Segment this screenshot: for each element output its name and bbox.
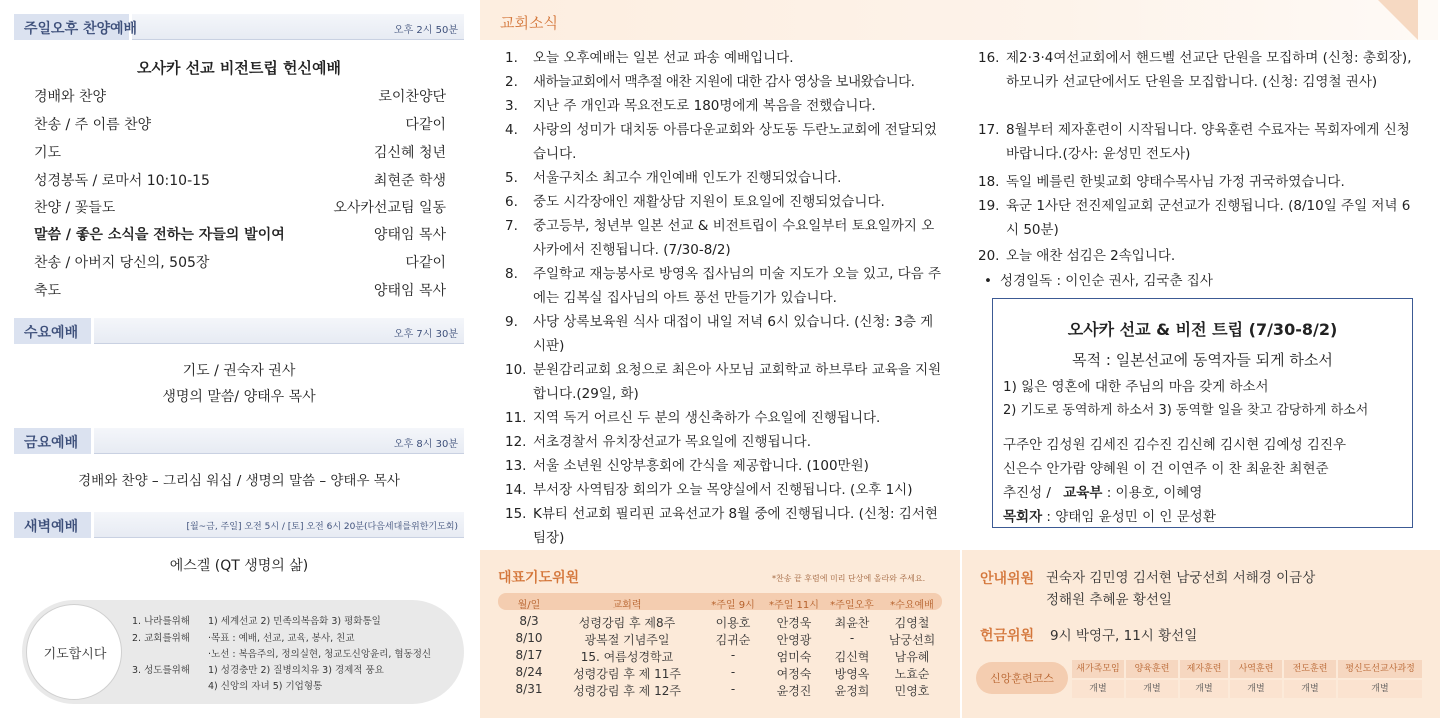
news-item: 8. 주일학교 재능봉사로 방영옥 집사님의 미술 지도가 오늘 있고, 다음 주에는 김복실 집사님의 아트 풍선 만들기가 있습니다.: [505, 266, 942, 306]
order-row: 찬양 / 꽃들도 오사카선교팀 일동: [34, 200, 446, 216]
representatives-cell: 8/3: [519, 614, 539, 628]
news-item: 11. 지역 독거 어르신 두 분의 생신축하가 수요일에 진행됩니다.: [505, 410, 881, 426]
dawn-section-time: [월~금, 주일] 오전 5시 / [토] 오전 6시 20분(다음세대를위한기도회): [186, 522, 458, 532]
training-course-status: 개별: [1284, 680, 1336, 698]
news-item: 13. 서울 소년원 신앙부흥회에 간식을 제공합니다. (100만원): [505, 458, 869, 474]
representatives-cell: -: [730, 665, 736, 679]
wednesday-section-header: [14, 318, 464, 344]
news-item: 17. 8월부터 제자훈련이 시작됩니다. 양육훈련 수료자는 목회자에게 신청바랍니다.(강사: 윤성민 전도사): [978, 122, 1410, 162]
representatives-cell: 여정숙: [776, 667, 812, 681]
representatives-cell: 김영철: [894, 616, 930, 630]
news-header: [480, 0, 1438, 40]
representatives-cell: -: [730, 682, 736, 696]
training-course-label: 신앙훈련코스: [976, 662, 1068, 694]
trip-members: 신은수 안가람 양혜원 이 건 이연주 이 찬 최윤찬 최현준: [1003, 461, 1329, 477]
order-row: 기도 김신혜 청년: [34, 145, 446, 161]
left-column: 주일오후 찬양예배 오후 2시 50분 오사카 선교 비전트립 헌신예배 경배와 찬양 로이찬양단 찬송 / 주 이름 찬양 다같이 기도 김신혜 청년 성경봉독 / 로마서 10:10-15 최현준 학생 찬양 / 꽃들도 오사카선교팀 일동 말씀 / 좋은 소식을 전하는 자들의 발이여 양태임 목사 찬송 / 아버지 당신의, 505장 다같이 축도 양태임 목사 수요예배 오후 7시 30분 기도 / 권숙자 권사 생명의 말씀/ 양태우 목사 금요예배 오후 8시 30분 경배와 찬양 – 그리심 워십 / 생명의 말씀 – 양태우 목사 새벽예배 [월~금, 주일] 오전 5시 / [토] 오전 6시 20분(다음세대를위한기도회) 에스겔 (QT 생명의 삶) 기도합시다 1. 나라를위해 1) 세계선교 2) 민족의복음화 3) 평화통일 2. 교회를위해 ·목표 : 예배, 선교, 교육, 봉사, 친교 ·노선 : 복음주의, 정의실현, 청교도신앙윤리, 협동정신 3. 성도를위해 1) 성경충만 2) 질병의치유 3) 경제적 풍요 4) 신앙의 자녀 5) 기업형통: [0, 0, 478, 718]
training-course-name: 전도훈련: [1284, 660, 1336, 678]
friday-section-header: [14, 428, 464, 454]
guides-names: 권숙자 김민영 김서현 남궁선희 서해경 이금상: [1046, 570, 1316, 586]
representatives-cell: 8/31: [515, 682, 543, 696]
training-course-name: 평신도선교사과정: [1338, 660, 1422, 678]
prayer-circle: [26, 604, 122, 700]
trip-purpose: 목적 : 일본선교에 동역자들 되게 하소서: [1072, 351, 1333, 369]
training-course-status: 개별: [1126, 680, 1178, 698]
sunday-service-title: 오사카 선교 비전트립 헌신예배: [136, 59, 342, 77]
representatives-cell: 엄미숙: [776, 650, 812, 664]
representatives-cell: 최윤찬: [834, 616, 870, 630]
wednesday-line: 생명의 말씀/ 양태우 목사: [162, 389, 316, 405]
representatives-cell: 안경욱: [776, 616, 812, 630]
order-row: 성경봉독 / 로마서 10:10-15 최현준 학생: [34, 173, 446, 189]
offering-label: 헌금위원: [980, 628, 1035, 644]
order-row: 찬송 / 주 이름 찬양 다같이: [34, 117, 446, 133]
friday-section-title: 금요예배: [24, 435, 79, 451]
order-row: 축도 양태임 목사: [34, 283, 446, 299]
representatives-cell: 윤정희: [834, 684, 870, 698]
representatives-cell: -: [849, 631, 855, 645]
representatives-cell: 노효순: [894, 667, 930, 681]
representatives-cell: 민영호: [894, 684, 930, 698]
dawn-section-title: 새벽예배: [24, 519, 79, 535]
mission-trip-box: [992, 298, 1413, 528]
trip-members-edu: 추진성 / 교육부 : 이용호, 이혜영: [1003, 485, 1203, 501]
prayer-label: 기도합시다: [43, 647, 107, 662]
representatives-title: 대표기도위원: [498, 570, 580, 586]
representatives-cell: -: [730, 648, 736, 662]
news-item: 15. K뷰티 선교회 필리핀 교육선교가 8월 중에 진행됩니다. (신청: 김서현 팀장): [505, 506, 938, 546]
trip-title: 오사카 선교 & 비전 트립 (7/30-8/2): [1067, 320, 1338, 339]
training-course-status: 개별: [1338, 680, 1422, 698]
news-item: 7. 중고등부, 청년부 일본 선교 & 비전트립이 수요일부터 토요일까지 오사카에서 진행됩니다. (7/30-8/2): [505, 218, 935, 258]
representatives-cell: 남유혜: [894, 650, 930, 664]
wednesday-section-title: 수요예배: [24, 325, 79, 341]
news-item: 18. 독일 베를린 한빛교회 양태수목사님 가정 귀국하였습니다.: [978, 174, 1345, 190]
wednesday-line: 기도 / 권숙자 권사: [182, 363, 296, 379]
representatives-cell: 남궁선희: [888, 633, 936, 647]
sunday-section-title: 주일오후 찬양예배: [24, 21, 138, 37]
news-item: 6. 중도 시각장애인 재활상담 지원이 토요일에 진행되었습니다.: [505, 194, 885, 210]
news-item: 12. 서초경찰서 유치장선교가 목요일에 진행됩니다.: [505, 434, 811, 450]
friday-line: 경배와 찬양 – 그리심 워십 / 생명의 말씀 – 양태우 목사: [78, 473, 400, 489]
representatives-cell: 15. 여름성경학교: [580, 650, 674, 664]
representatives-cell: 성령강림 후 제 12주: [573, 684, 681, 698]
representatives-cell: 8/10: [515, 631, 543, 645]
representatives-cell: 방영옥: [834, 667, 870, 681]
representatives-cell: 광복절 기념주일: [584, 633, 670, 647]
representatives-cell: 성령강림 후 제 11주: [573, 667, 681, 681]
dawn-line: 에스겔 (QT 생명의 삶): [169, 558, 309, 574]
representatives-cell: 이용호: [715, 616, 751, 630]
sermon-row: 말씀 / 좋은 소식을 전하는 자들의 발이여 양태임 목사: [34, 227, 446, 243]
training-course-name: 새가족모임: [1072, 660, 1124, 678]
guides-names: 정해원 추혜윤 황선일: [1046, 592, 1172, 608]
representatives-note: *찬송 끝 후렴에 미리 단상에 올라와 주세요.: [772, 574, 926, 583]
sunday-section-time: 오후 2시 50분: [393, 25, 458, 36]
offering-names: 9시 박영구, 11시 황선일: [1050, 628, 1198, 644]
news-item: 20. 오늘 애찬 섬김은 2속입니다.: [978, 248, 1176, 264]
news-item: 4. 사랑의 성미가 대치동 아름다운교회와 상도동 두란노교회에 전달되었습니다.: [505, 122, 937, 162]
wednesday-section-time: 오후 7시 30분: [393, 329, 458, 340]
news-item: 10. 분원감리교회 요청으로 최은아 사모님 교회학교 하브루타 교육을 지원합니다.(29일, 화): [505, 362, 942, 402]
training-course-status: 개별: [1072, 680, 1124, 698]
news-item: 14. 부서장 사역팀장 회의가 오늘 목양실에서 진행됩니다. (오후 1시): [505, 482, 913, 498]
representatives-cell: 김신혁: [834, 650, 870, 664]
bible-reading-item: • 성경일독 : 이인순 권사, 김국춘 집사: [984, 273, 1213, 289]
news-item: 2. 새하늘교회에서 맥추절 애찬 지원에 대한 감사 영상을 보내왔습니다.: [505, 74, 915, 90]
trip-members: 구주안 김성원 김세진 김수진 김신혜 김시현 김예성 김진우: [1003, 437, 1347, 453]
trip-pastors: 목회자 : 양태임 윤성민 이 인 문성환: [1003, 509, 1216, 525]
training-course-status: 개별: [1230, 680, 1282, 698]
order-row: 경배와 찬양 로이찬양단: [34, 89, 446, 105]
representatives-cell: 8/24: [515, 665, 543, 679]
news-item: 9. 사당 상록보육원 식사 대접이 내일 저녁 6시 있습니다. (신청: 3층 게시판): [505, 314, 934, 354]
friday-section-time: 오후 8시 30분: [393, 439, 458, 450]
representatives-cell: 성령강림 후 제8주: [578, 616, 676, 630]
news-item: 1. 오늘 오후예배는 일본 선교 파송 예배입니다.: [505, 50, 794, 66]
sunday-section-header: [14, 14, 464, 40]
guides-label: 안내위원: [980, 571, 1035, 587]
dawn-section-header: [14, 512, 464, 538]
representatives-cell: 안영광: [776, 633, 812, 647]
news-title: 교회소식: [500, 14, 558, 32]
trip-goal: 2) 기도로 동역하게 하소서 3) 동역할 일을 찾고 감당하게 하소서: [1003, 403, 1369, 418]
news-item: 16. 제2·3·4여선교회에서 핸드벨 선교단 단원을 모집하며 (신청: 총회장), 하모니카 선교단에서도 단원을 모집합니다. (신청: 김영철 권사): [978, 50, 1412, 90]
representatives-cell: 윤경진: [776, 684, 812, 698]
representatives-cell: 김귀순: [715, 633, 751, 647]
news-item: 19. 육군 1사단 전진제일교회 군선교가 진행됩니다. (8/10일 주일 저녁 6시 50분): [978, 198, 1411, 238]
training-course-name: 사역훈련: [1230, 660, 1282, 678]
news-item: 5. 서울구치소 최고수 개인예배 인도가 진행되었습니다.: [505, 170, 842, 186]
representatives-cell: 8/17: [515, 648, 543, 662]
order-row: 찬송 / 아버지 당신의, 505장 다같이: [34, 255, 446, 271]
trip-goal: 1) 잃은 영혼에 대한 주님의 마음 갖게 하소서: [1003, 379, 1269, 395]
training-course-name: 양육훈련: [1126, 660, 1178, 678]
training-course-status: 개별: [1180, 680, 1228, 698]
news-item: 3. 지난 주 개인과 목요전도로 180명에게 복음을 전했습니다.: [505, 98, 876, 114]
training-course-name: 제자훈련: [1180, 660, 1228, 678]
